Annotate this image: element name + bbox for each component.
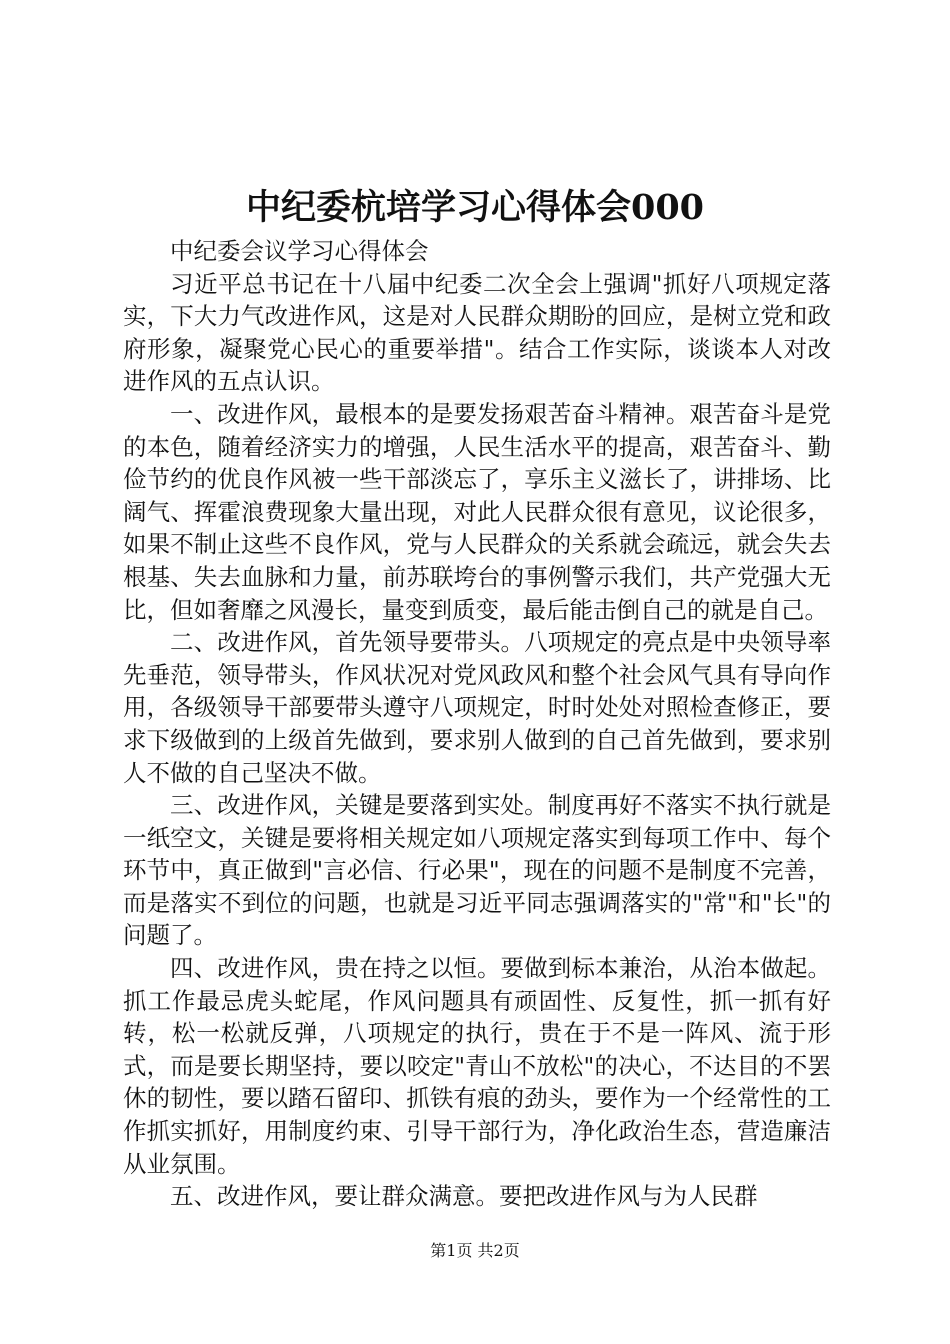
intro-paragraph: 习近平总书记在十八届中纪委二次全会上强调"抓好八项规定落实，下大力气改进作风，这是对人民群众期盼的回应，是树立党和政府形象，凝聚党心民心的重要举措"。结合工作实际，谈谈本人对改进作风的五点认识。	[123, 269, 831, 396]
document-title: 中纪委杭培学习心得体会000	[245, 187, 705, 228]
point-one-paragraph: 一、改进作风，最根本的是要发扬艰苦奋斗精神。艰苦奋斗是党的本色，随着经济实力的增强，人民生活水平的提高，艰苦奋斗、勤俭节约的优良作风被一些干部淡忘了，享乐主义滋长了，讲排场、比阔气、挥霍浪费现象大量出现，对此人民群众很有意见，议论很多，如果不制止这些不良作风，党与人民群众的关系就会疏远，就会失去根基、失去血脉和力量，前苏联垮台的事例警示我们，共产党强大无比，但如奢靡之风漫长，量变到质变，最后能击倒自己的就是自己。	[123, 399, 831, 624]
subtitle-paragraph: 中纪委会议学习心得体会	[170, 237, 429, 265]
point-three-paragraph: 三、改进作风，关键是要落到实处。制度再好不落实不执行就是一纸空文，关键是要将相关规定如八项规定落实到每项工作中、每个环节中，真正做到"言必信、行必果"，现在的问题不是制度不完善，而是落实不到位的问题，也就是习近平同志强调落实的"常"和"长"的问题了。	[123, 791, 831, 950]
page-number-footer: 第1页 共2页	[430, 1241, 520, 1260]
point-four-paragraph: 四、改进作风，贵在持之以恒。要做到标本兼治，从治本做起。抓工作最忌虎头蛇尾，作风问题具有顽固性、反复性，抓一抓有好转，松一松就反弹，八项规定的执行，贵在于不是一阵风、流于形式，而是要长期坚持，要以咬定"青山不放松"的决心，不达目的不罢休的韧性，要以踏石留印、抓铁有痕的劲头，要作为一个经常性的工作抓实抓好，用制度约束、引导干部行为，净化政治生态，营造廉洁从业氛围。	[123, 954, 831, 1178]
point-two-paragraph: 二、改进作风，首先领导要带头。八项规定的亮点是中央领导率先垂范，领导带头，作风状况对党风政风和整个社会风气具有导向作用，各级领导干部要带头遵守八项规定，时时处处对照检查修正，要求下级做到的上级首先做到，要求别人做到的自己首先做到，要求别人不做的自己坚决不做。	[123, 628, 831, 787]
document-body	[123, 235, 831, 1213]
point-five-paragraph: 五、改进作风，要让群众满意。要把改进作风与为人民群	[170, 1182, 758, 1211]
